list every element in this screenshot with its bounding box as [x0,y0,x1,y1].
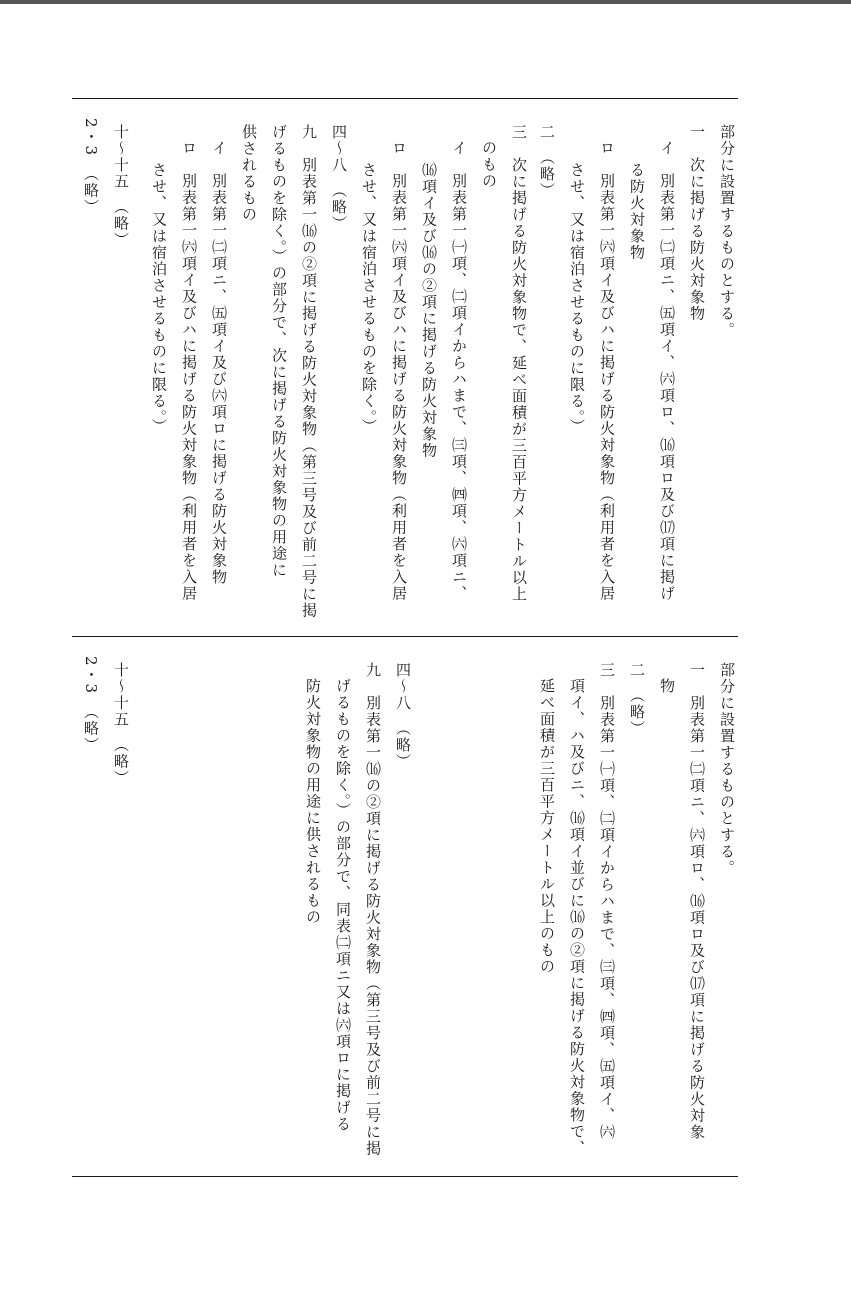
old-col-03: イ 別表第一㈡項ニ、㈤項イ、㈥項ロ、⒃項ロ及び⒄項に掲げ [658,140,676,602]
new-col-06: 項イ、ハ及びニ、⒃項イ並びに⒃の②項に掲げる防火対象物で、 [568,678,586,1157]
old-version-block [72,118,738,630]
new-col-05: 三 別表第一㈠項、㈡項イからハまで、㈢項、㈣項、㈤項イ、㈥ [598,662,616,1141]
old-col-01: 部分に設置するものとする。 [718,124,736,339]
new-col-07: 延べ面積が三百平方メートル以上のもの [538,678,556,975]
old-col-12: ロ 別表第一㈥項イ及びハに掲げる防火対象物（利用者を入居 [390,140,408,602]
new-col-09: 九 別表第一⒃の②項に掲げる防火対象物（第三号及び前二号に掲 [364,662,382,1157]
new-col-13: 2・3 （略） [82,656,100,754]
new-col-11: 防火対象物の用途に供されるもの [304,678,322,926]
new-version-block [72,656,738,1170]
new-col-10: げるものを除く。）の部分で、同表㈡項ニ又は㈥項ロに掲げる [334,678,352,1133]
old-col-22: 2・3 （略） [82,118,100,216]
old-col-06: させ、又は宿泊させるものに限る。） [568,162,586,435]
new-col-08: 四〜八 （略） [394,662,412,770]
old-col-02: 一 次に掲げる防火対象物 [688,124,706,322]
new-col-01: 部分に設置するものとする。 [718,662,736,877]
old-col-04: る防火対象物 [628,162,646,261]
old-col-11: ⒃項イ及び⒃の②項に掲げる防火対象物 [420,162,438,459]
old-col-05: ロ 別表第一㈥項イ及びハに掲げる防火対象物（利用者を入居 [598,140,616,602]
new-col-03: 物 [658,678,676,695]
old-col-18: イ 別表第一㈡項ニ、㈤項イ及び㈥項ロに掲げる防火対象物 [210,140,228,586]
old-col-20: させ、又は宿泊させるものに限る。） [150,162,168,435]
old-col-16: げるものを除く。）の部分で、次に掲げる防火対象物の用途に [270,124,288,579]
old-col-10: イ 別表第一㈠項、㈡項イからハまで、㈢項、㈣項、㈥項ニ、 [450,140,468,602]
rule-middle [72,636,738,637]
old-col-19: ロ 別表第一㈥項イ及びハに掲げる防火対象物（利用者を入居 [180,140,198,602]
old-col-09: のもの [480,140,498,190]
old-col-15: 九 別表第一⒃の②項に掲げる防火対象物（第三号及び前二号に掲 [300,124,318,619]
new-col-04: 二 （略） [628,662,646,737]
old-col-13: させ、又は宿泊させるものを除く。） [360,162,378,435]
rule-top [72,98,738,99]
rule-bottom [72,1176,738,1177]
old-col-21: 十〜十五 （略） [112,124,130,249]
new-col-12: 十〜十五 （略） [112,662,130,787]
old-col-17: 供されるもの [240,124,258,223]
old-col-14: 四〜八 （略） [330,124,348,232]
top-border [0,0,851,4]
old-col-07: 二 （略） [538,124,556,199]
old-col-08: 三 次に掲げる防火対象物で、延べ面積が三百平方メートル以上 [510,124,528,603]
new-col-02: 一 別表第一㈡項ニ、㈥項ロ、⒃項ロ及び⒄項に掲げる防火対象 [688,662,706,1141]
